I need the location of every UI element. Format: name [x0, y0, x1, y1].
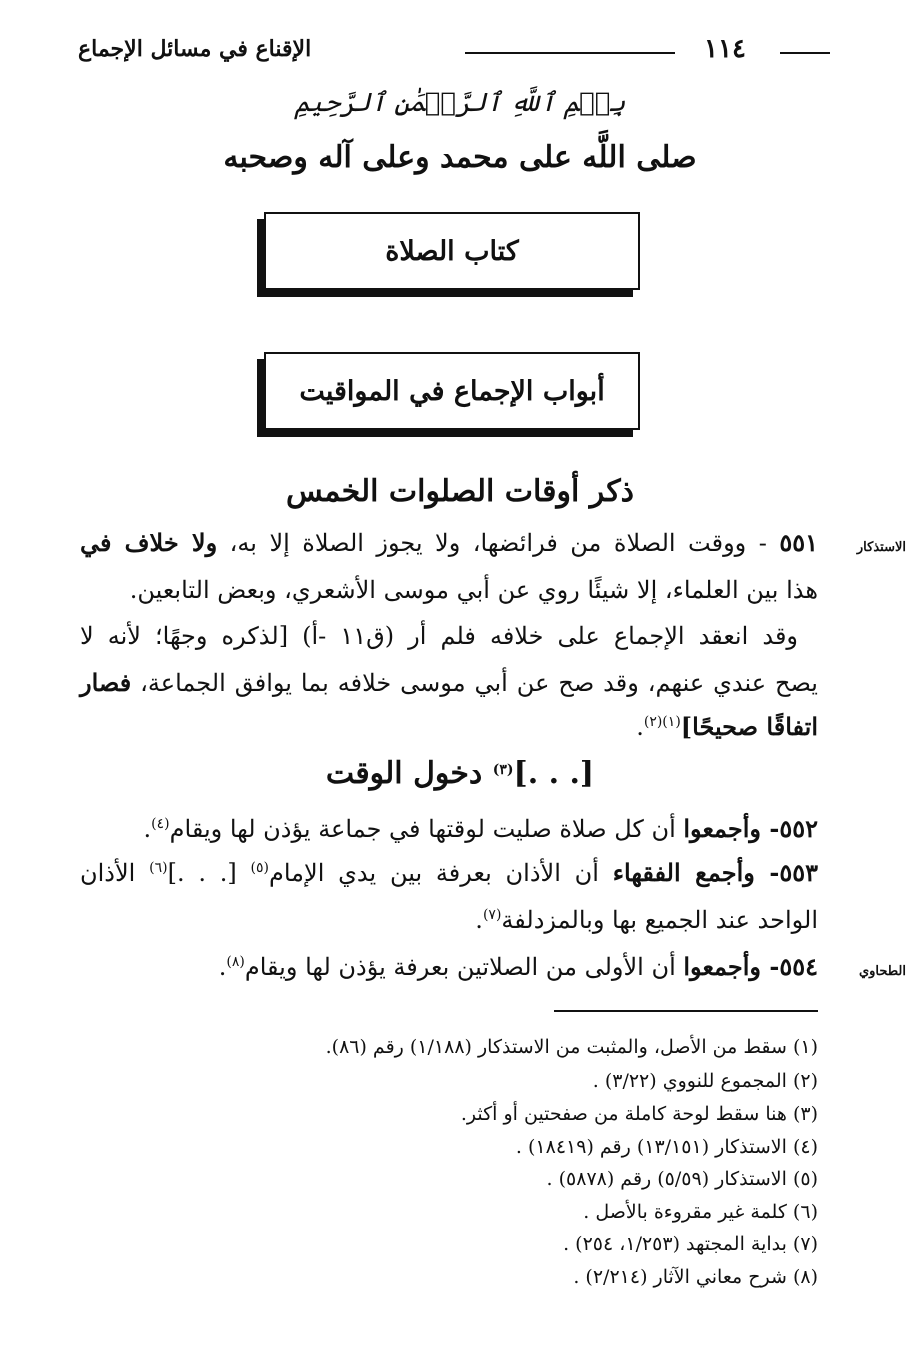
footnote-5: (٥) الاستذكار (٥/٥٩) رقم (٥٨٧٨) . — [546, 1168, 818, 1190]
footnote-ref: (٣) — [492, 762, 514, 778]
paragraph-551-line-1 — [80, 528, 818, 557]
footnote-1: (١) سقط من الأصل، والمثبت من الاستذكار (١/١٨٨) رقم (٨٦). — [325, 1036, 818, 1058]
footnote-8: (٨) شرح معاني الآثار (٢/٢١٤) . — [573, 1266, 818, 1288]
book-title-box — [264, 212, 640, 290]
footnote-ref: (٨) — [226, 954, 245, 970]
paragraph-lead: - وأجمع الفقهاء — [612, 858, 780, 887]
paragraph-551-line-3: وقد انعقد الإجماع على خلافه فلم أر (ق١١ -أ) [لذكره وجهًا؛ لأنه لا — [80, 622, 799, 650]
paragraph-551-line-4 — [80, 668, 818, 697]
omission-mark: [. . .] — [513, 756, 595, 791]
heading-text: دخول الوقت — [325, 756, 483, 791]
paragraph-553-line-1 — [80, 858, 818, 887]
period: . — [143, 815, 152, 843]
period: . — [218, 953, 227, 981]
footnote-ref: (٦) — [149, 860, 168, 876]
paragraph-lead: - وأجمعوا — [683, 814, 780, 843]
salawat-line: صلى اللَّه على محمد وعلى آله وصحبه — [223, 140, 697, 175]
footnote-ref: (٤) — [151, 816, 170, 832]
book-title: الإقناع في مسائل الإجماع — [78, 36, 312, 62]
paragraph-lead: - وأجمعوا — [683, 952, 780, 981]
paragraph-text: أن الأذان بعرفة بين يدي الإمام — [269, 859, 599, 887]
page-number: ١١٤ — [704, 34, 746, 64]
footnote-6: (٦) كلمة غير مقروءة بالأصل . — [583, 1201, 818, 1223]
period: . — [475, 906, 483, 934]
paragraph-text: أن كل صلاة صليت لوقتها في جماعة يؤذن لها ويقام — [169, 815, 676, 843]
header-rule-right — [780, 52, 830, 54]
footnote-4: (٤) الاستذكار (١٣/١٥١) رقم (١٨٤١٩) . — [515, 1136, 818, 1158]
paragraph-551-line-2: هذا بين العلماء، إلا شيئًا روي عن أبي موسى الأشعري، وبعض التابعين. — [129, 576, 818, 604]
margin-source-istidhkar: الاستذكار — [856, 540, 906, 555]
paragraph-text-bold: فصار — [80, 668, 132, 697]
paragraph-551-line-5 — [636, 712, 818, 741]
paragraph-text: - ووقت الصلاة من فرائضها، ولا يجوز الصلاة إلا به، — [229, 529, 767, 557]
chapter-title-box — [264, 352, 640, 430]
section-heading-times: ذكر أوقات الصلوات الخمس — [285, 474, 634, 509]
omission-mark: [. . .] — [167, 859, 237, 887]
paragraph-number: ٥٥٣ — [779, 858, 819, 887]
footnote-ref: (٥) — [250, 860, 269, 876]
running-header — [78, 32, 830, 72]
paragraph-553-line-2 — [475, 906, 818, 934]
basmala: بِسۡمِ ٱللَّهِ ٱلرَّحۡمَٰنِ ٱلرَّحِيمِ — [294, 88, 626, 118]
chapter-title-box-text: أبواب الإجماع في المواقيت — [299, 375, 605, 407]
paragraph-text: أن الأولى من الصلاتين بعرفة يؤذن لها ويقام — [244, 953, 676, 981]
paragraph-text: الواحد عند الجميع بها وبالمزدلفة — [501, 906, 818, 934]
section-heading-entry — [0, 756, 920, 791]
book-title-box-text: كتاب الصلاة — [385, 235, 519, 267]
paragraph-number: ٥٥٤ — [779, 952, 818, 981]
paragraph-text: يصح عندي عنهم، وقد صح عن أبي موسى خلافه بما يوافق الجماعة، — [140, 669, 818, 697]
footnote-7: (٧) بداية المجتهد (١/٢٥٣، ٢٥٤) . — [563, 1233, 818, 1255]
footnote-ref: (٧) — [482, 907, 502, 923]
footnote-3: (٣) هنا سقط لوحة كاملة من صفحتين أو أكثر. — [460, 1103, 818, 1125]
paragraph-text-bold: اتفاقًا صحيحًا] — [680, 712, 818, 741]
paragraph-text-bold: ولا خلاف في — [80, 528, 218, 557]
paragraph-554 — [219, 952, 818, 981]
paragraph-text: الأذان — [80, 859, 136, 887]
margin-source-tahawi: الطحاوي — [858, 964, 906, 979]
header-rule-middle — [465, 52, 675, 54]
footnote-2: (٢) المجموع للنووي (٣/٢٢) . — [592, 1070, 818, 1092]
period: . — [636, 713, 644, 741]
paragraph-number: ٥٥١ — [779, 528, 818, 557]
footnote-divider — [554, 1010, 818, 1012]
paragraph-number: ٥٥٢ — [779, 814, 818, 843]
paragraph-552 — [144, 814, 818, 843]
footnote-ref: (١)(٢) — [643, 714, 681, 730]
